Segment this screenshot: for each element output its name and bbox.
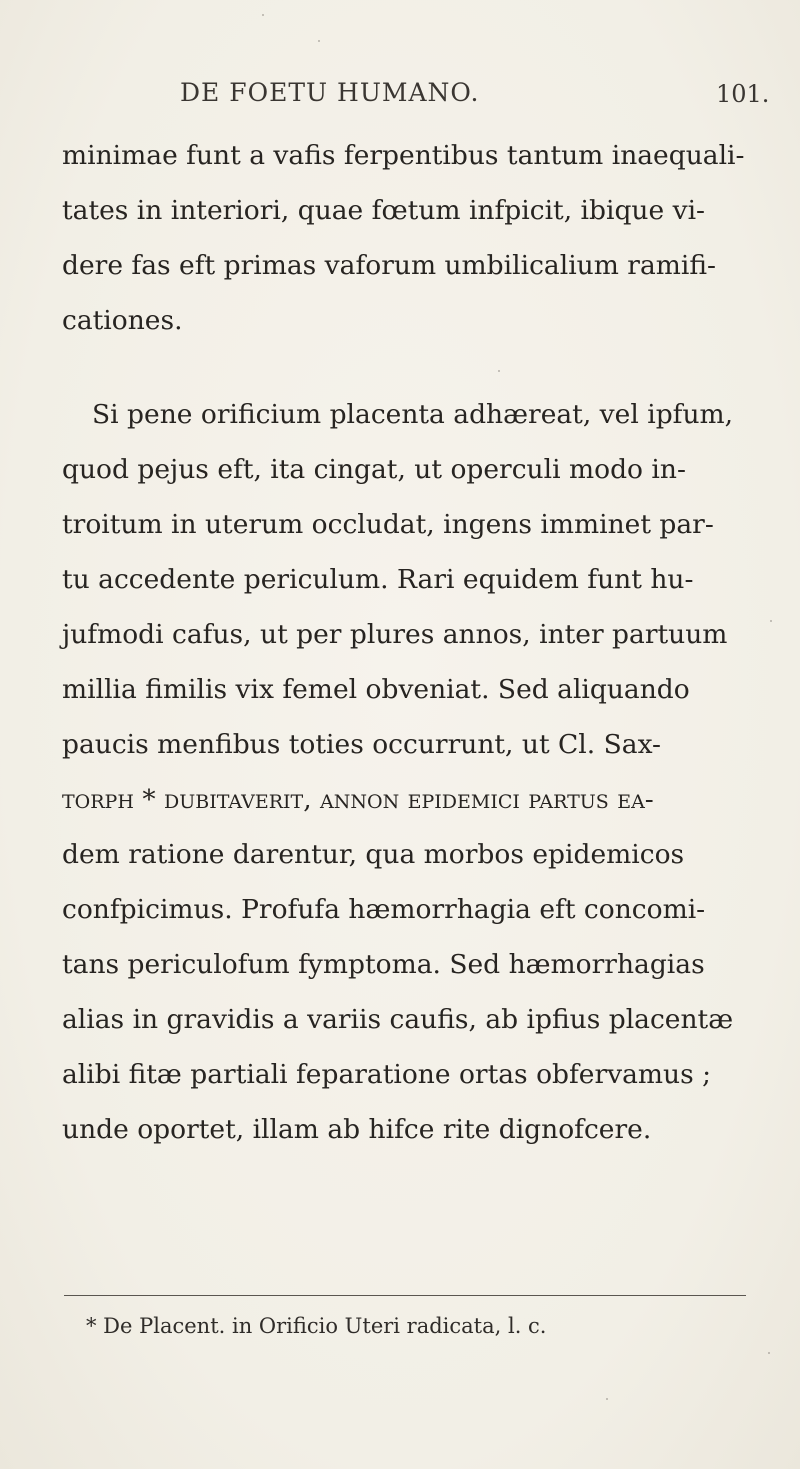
text-line: confpicimus. Profufa hæmorrhagia eft concomi- [62,894,706,925]
text-line: dere fas eft primas vaforum umbilicalium ramifi- [62,250,716,281]
text-line: tu accedente periculum. Rari equidem funt hu- [62,564,694,595]
text-line: millia fimilis vix femel obveniat. Sed aliquando [62,674,690,705]
paragraph-start-line: Si pene orificium placenta adhæreat, vel ipfum, [92,399,734,430]
page-number: 101. [716,80,770,108]
paper-speck [498,370,500,372]
text-line: torph * dubitaverit, annon epidemici partus ea- [62,784,654,815]
footnote-divider [64,1295,746,1296]
paper-speck [606,1398,608,1400]
text-line: tates in interiori, quae fœtum infpicit, ibique vi- [62,195,706,226]
text-line: quod pejus eft, ita cingat, ut operculi modo in- [62,454,686,485]
text-line: troitum in uterum occludat, ingens imminet par- [62,509,714,540]
footnote: * De Placent. in Orificio Uteri radicata, l. c. [86,1314,547,1338]
paper-speck [770,620,772,622]
text-line: unde oportet, illam ab hifce rite dignofcere. [62,1114,652,1145]
running-title: DE FOETU HUMANO. [180,78,480,107]
text-line: dem ratione darentur, qua morbos epidemicos [62,839,685,870]
paper-speck [318,40,320,42]
paper-speck [262,14,264,16]
text-line: jufmodi cafus, ut per plures annos, inter partuum [62,619,728,650]
text-line: alibi fitæ partiali feparatione ortas obfervamus ; [62,1059,712,1090]
paper-speck [768,1352,770,1354]
text-line: minimae funt a vafis ferpentibus tantum inaequali- [62,140,745,171]
text-line: tans periculofum fymptoma. Sed hæmorrhagias [62,949,705,980]
text-line: paucis menfibus toties occurrunt, ut Cl. Sax- [62,729,662,760]
text-line: alias in gravidis a variis caufis, ab ipfius placentæ [62,1004,734,1035]
text-line: cationes. [62,305,183,336]
